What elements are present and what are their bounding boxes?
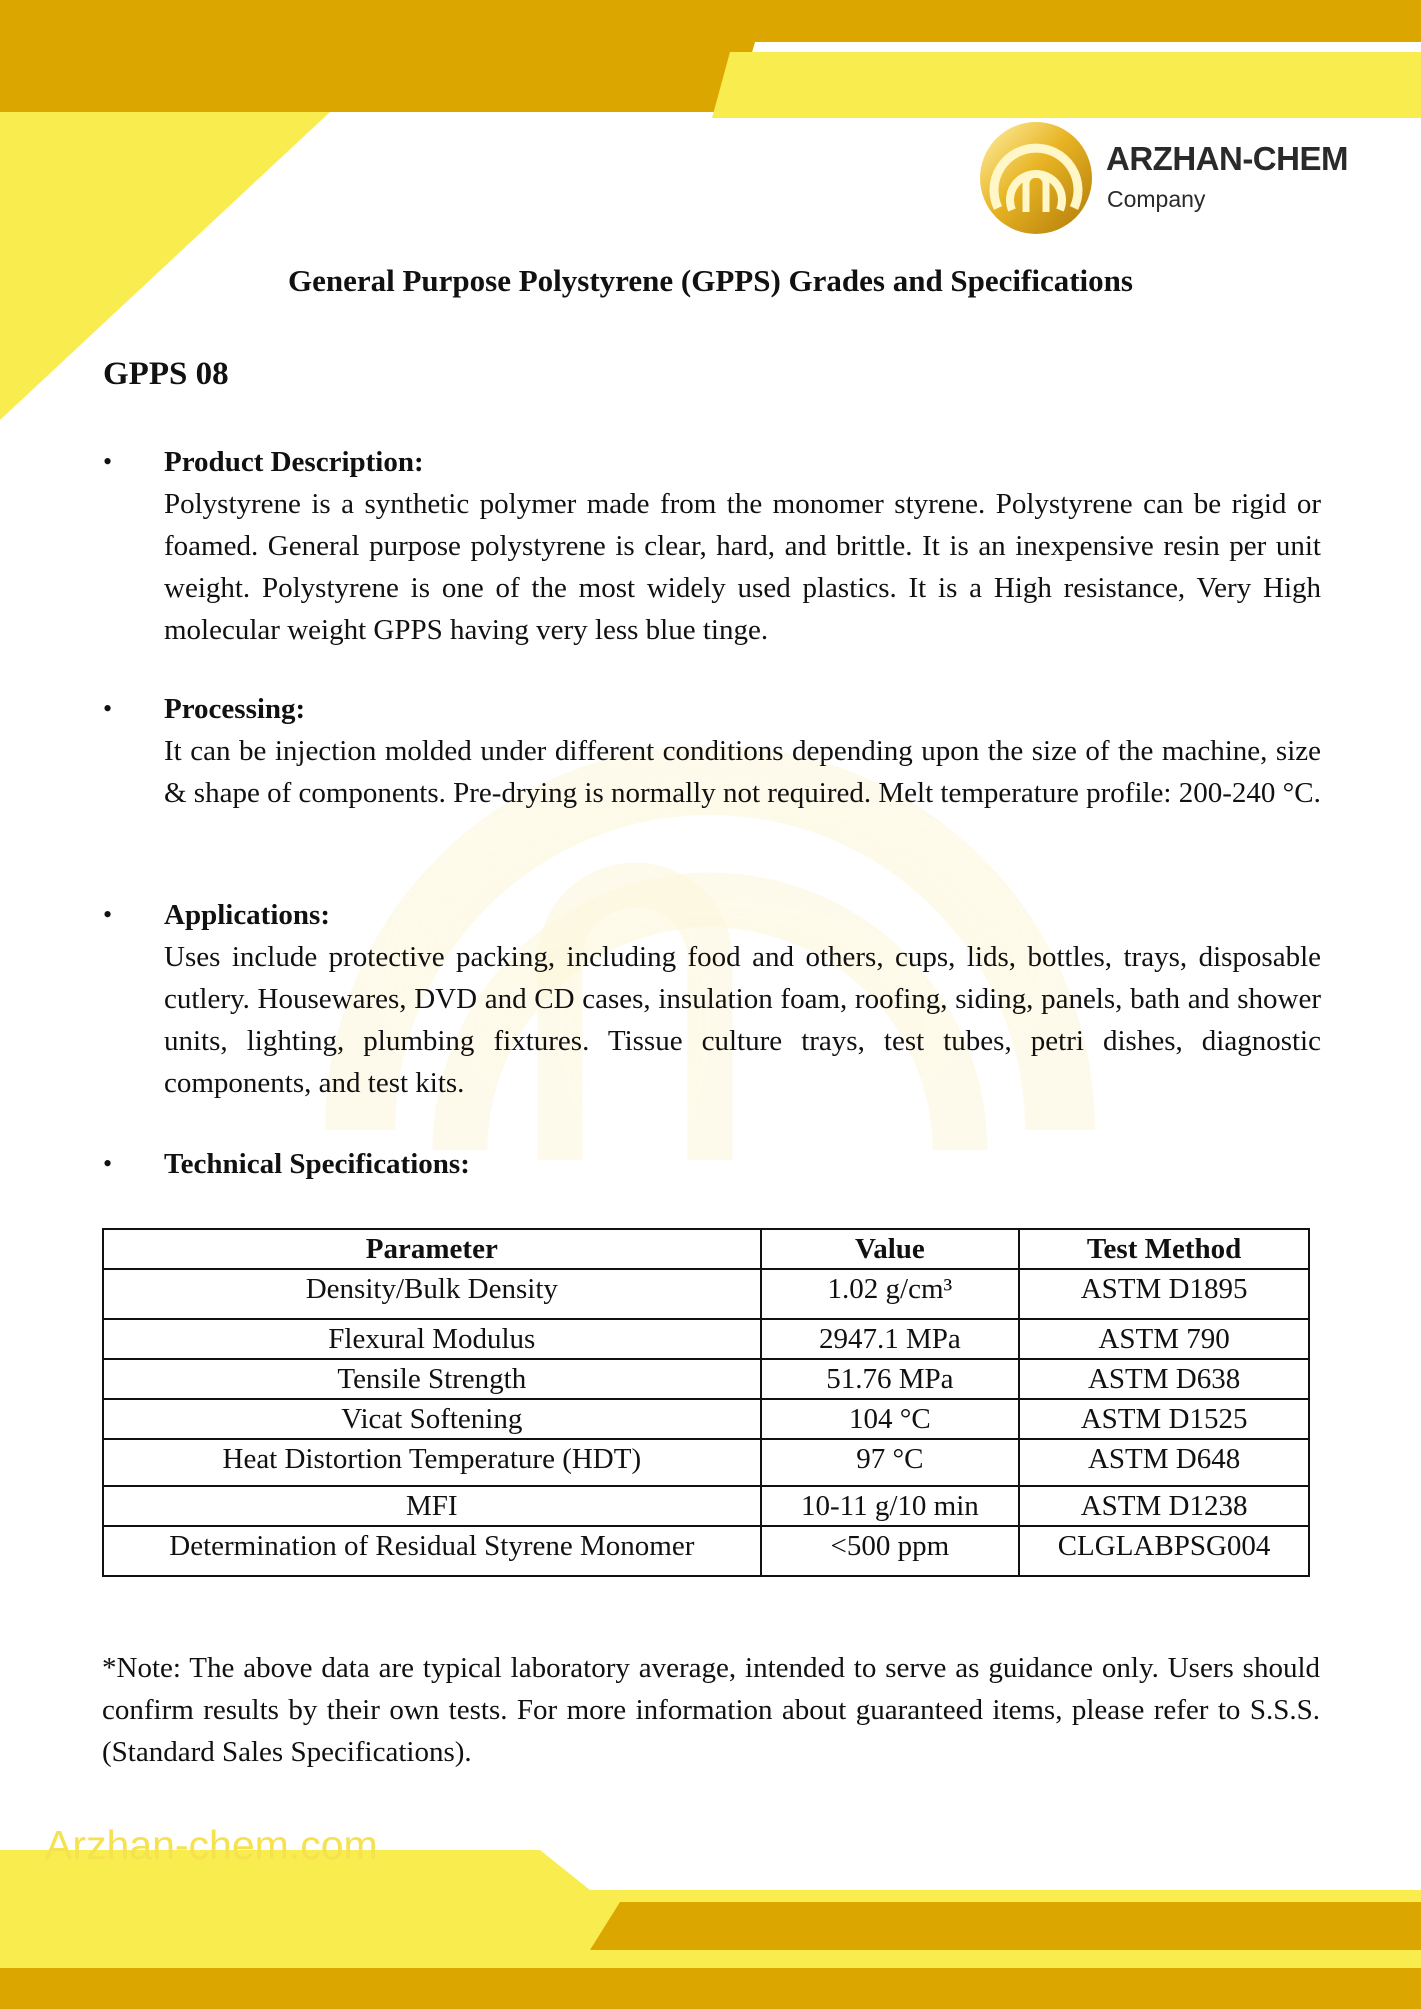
specifications-table: [102, 1228, 1310, 1577]
section-body: Polystyrene is a synthetic polymer made from the monomer styrene. Polystyrene can be rigid or foamed. General purpose polystyrene is clear, hard, and brittle. It is an inexpensive resin per unit weight. Polystyrene is one of the most widely used plastics. It is a High resistance, Very High molecular weight GPPS having very less blue tinge.: [164, 488, 1321, 646]
cell-parameter: Flexural Modulus: [103, 1319, 761, 1359]
section-heading: Technical Specifications:: [164, 1148, 470, 1180]
bullet-icon: •: [103, 1149, 113, 1178]
bottom-band: [0, 1850, 1421, 2009]
grade-heading: GPPS 08: [103, 356, 229, 392]
table-row: [103, 1526, 1309, 1576]
cell-test-method: ASTM D1525: [1019, 1399, 1309, 1439]
table-row: [103, 1319, 1309, 1359]
website-link[interactable]: Arzhan-chem.com: [45, 1822, 378, 1868]
table-row: [103, 1439, 1309, 1486]
cell-value: 10-11 g/10 min: [761, 1486, 1020, 1526]
section-heading: Applications:: [164, 899, 330, 931]
section-processing: [103, 688, 1321, 814]
header-test-method: Test Method: [1019, 1229, 1309, 1269]
cell-parameter: Heat Distortion Temperature (HDT): [103, 1439, 761, 1486]
document-title: General Purpose Polystyrene (GPPS) Grades and Specifications: [288, 263, 1133, 298]
cell-value: 1.02 g/cm³: [761, 1269, 1020, 1319]
cell-test-method: ASTM D1895: [1019, 1269, 1309, 1319]
section-heading: Product Description:: [164, 446, 424, 478]
cell-test-method: ASTM D1238: [1019, 1486, 1309, 1526]
cell-test-method: CLGLABPSG004: [1019, 1526, 1309, 1576]
arzhan-logo-icon: [976, 118, 1096, 238]
disclaimer-note: *Note: The above data are typical laboratory average, intended to serve as guidance only. Users should confirm results by their own tests. For more information about guaranteed items, please refer to S.S.S. (Standard Sales Specifications).: [102, 1652, 1320, 1768]
section-technical-specifications: [103, 1143, 1321, 1185]
table-row: [103, 1359, 1309, 1399]
section-heading: Processing:: [164, 693, 306, 725]
table-header-row: [103, 1229, 1309, 1269]
cell-parameter: MFI: [103, 1486, 761, 1526]
section-body: It can be injection molded under different conditions depending upon the size of the machine, size & shape of components. Pre-drying is normally not required. Melt temperature profile: 200-240 °C.: [164, 735, 1321, 809]
cell-value: <500 ppm: [761, 1526, 1020, 1576]
bullet-icon: •: [103, 900, 113, 929]
cell-parameter: Density/Bulk Density: [103, 1269, 761, 1319]
cell-test-method: ASTM 790: [1019, 1319, 1309, 1359]
bullet-icon: •: [103, 447, 113, 476]
brand-subtitle: Company: [1107, 186, 1206, 212]
section-product-description: [103, 441, 1321, 651]
cell-value: 51.76 MPa: [761, 1359, 1020, 1399]
cell-test-method: ASTM D648: [1019, 1439, 1309, 1486]
cell-parameter: Tensile Strength: [103, 1359, 761, 1399]
cell-value: 104 °C: [761, 1399, 1020, 1439]
header-value: Value: [761, 1229, 1020, 1269]
brand-name: ARZHAN-CHEM: [1106, 140, 1348, 177]
bullet-icon: •: [103, 694, 113, 723]
table-row: [103, 1269, 1309, 1319]
company-logo: [976, 118, 1356, 248]
table-row: [103, 1486, 1309, 1526]
section-applications: [103, 894, 1321, 1104]
cell-value: 97 °C: [761, 1439, 1020, 1486]
cell-test-method: ASTM D638: [1019, 1359, 1309, 1399]
cell-parameter: Determination of Residual Styrene Monomer: [103, 1526, 761, 1576]
section-body: Uses include protective packing, including food and others, cups, lids, bottles, trays, disposable cutlery. Housewares, DVD and CD cases, insulation foam, roofing, siding, panels, bath and shower units, lighting, plumbing fixtures. Tissue culture trays, test tubes, petri dishes, diagnostic components, and test kits.: [164, 941, 1321, 1099]
header-parameter: Parameter: [103, 1229, 761, 1269]
table-row: [103, 1399, 1309, 1439]
cell-value: 2947.1 MPa: [761, 1319, 1020, 1359]
cell-parameter: Vicat Softening: [103, 1399, 761, 1439]
